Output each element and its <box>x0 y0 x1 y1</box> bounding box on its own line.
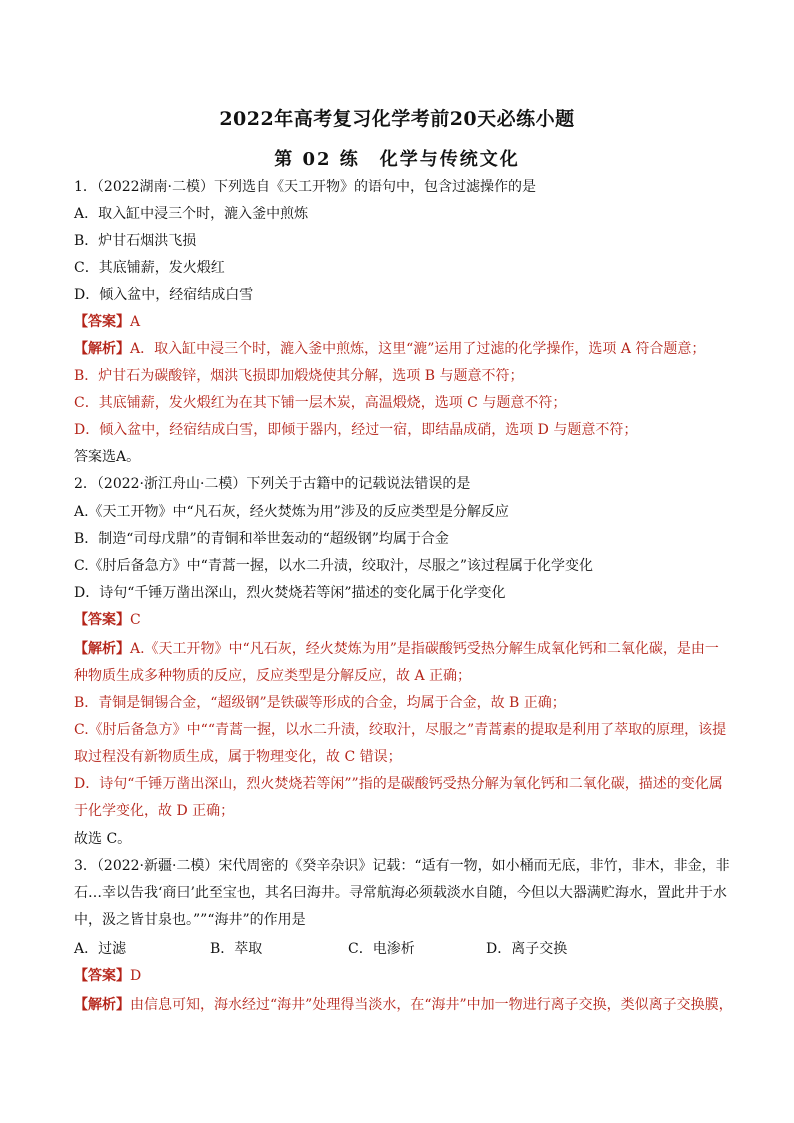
question-1-conclusion: 答案选A。 <box>74 449 141 465</box>
question-2-option-a: A.《天工开物》中“凡石灰，经火焚炼为用”涉及的反应类型是分解反应 <box>74 504 509 520</box>
page-title: 2022年高考复习化学考前20天必练小题 <box>219 108 575 130</box>
question-3-answer <box>74 967 141 985</box>
answer-tag: 【答案】 <box>74 612 130 628</box>
question-1-stem: 1．（2022湖南·二模）下列选自《天工开物》的语句中，包含过滤操作的是 <box>74 179 536 195</box>
question-1-analysis <box>74 340 705 358</box>
question-1-option-d: D．倾入盆中，经宿结成白雪 <box>74 287 254 303</box>
question-3-option-c: C．电渗析 <box>348 941 415 957</box>
question-1-option-b: B．炉甘石烟洪飞损 <box>74 233 197 249</box>
question-1-option-c: C．其底铺薪，发火煅红 <box>74 260 225 276</box>
question-2-analysis <box>74 640 719 658</box>
analysis-line: 由信息可知，海水经过“海井”处理得当淡水，在“海井”中加一物进行离子交换，类似离子交换膜， <box>130 997 733 1013</box>
analysis-line: D．倾入盆中，经宿结成白雪，即倾于器内，经过一宿，即结晶成硝，选项 D 与题意不符； <box>74 422 638 438</box>
question-2-option-c: C.《肘后备急方》中“青蒿一握，以水二升渍，绞取汁，尽服之”该过程属于化学变化 <box>74 558 593 574</box>
question-2-answer <box>74 611 141 629</box>
analysis-line: C.《肘后备急方》中““青蒿一握，以水二升渍，绞取汁，尽服之”青蒿素的提取是利用了萃取的原理，该提 <box>74 722 727 738</box>
analysis-line: A．取入缸中浸三个时，漉入釜中煎炼，这里“漉”运用了过滤的化学操作，选项 A 符合题意； <box>130 341 706 357</box>
answer-value: D <box>130 968 142 984</box>
question-3-stem: 石…幸以告我‘商曰’此至宝也，其名曰海井。寻常航海必须载淡水自随，今但以大器满贮海水，置此井于水 <box>74 885 727 901</box>
analysis-line: D．诗句“千锤万凿出深山，烈火焚烧若等闲””指的是碳酸钙受热分解为氧化钙和二氧化碳，描述的变化属 <box>74 776 723 792</box>
question-3-analysis <box>74 996 733 1014</box>
answer-value: C <box>130 612 141 628</box>
question-2-option-d: D．诗句“千锤万凿出深山，烈火焚烧若等闲”描述的变化属于化学变化 <box>74 585 506 601</box>
question-2-stem: 2．（2022·浙江舟山·二模）下列关于古籍中的记载说法错误的是 <box>74 476 471 492</box>
analysis-line: 取过程没有新物质生成，属于物理变化，故 C 错误； <box>74 749 402 765</box>
question-3-stem: 3．（2022·新疆·二模）宋代周密的《癸辛杂识》记载：“适有一物，如小桶而无底，非竹，非木，非金，非 <box>74 858 730 874</box>
analysis-line: B．青铜是铜锡合金，“超级钢”是铁碳等形成的合金，均属于合金，故 B 正确； <box>74 695 566 711</box>
question-2-option-b: B．制造“司母戊鼎”的青铜和举世轰动的“超级钢”均属于合金 <box>74 531 449 547</box>
answer-tag: 【答案】 <box>74 314 130 330</box>
question-1-option-a: A．取入缸中浸三个时，漉入釜中煎炼 <box>74 206 309 222</box>
question-1-answer <box>74 313 140 331</box>
answer-tag: 【答案】 <box>74 968 130 984</box>
analysis-tag: 【解析】 <box>74 997 130 1013</box>
question-3-options <box>74 940 567 958</box>
analysis-tag: 【解析】 <box>74 641 130 657</box>
analysis-line: 于化学变化，故 D 正确； <box>74 803 235 819</box>
question-3-option-d: D．离子交换 <box>486 941 568 957</box>
analysis-line: B．炉甘石为碳酸锌，烟洪飞损即加煅烧使其分解，选项 B 与题意不符； <box>74 368 524 384</box>
answer-value: A <box>130 314 141 330</box>
page-subtitle: 第 02 练 化学与传统文化 <box>274 149 520 170</box>
analysis-line: A.《天工开物》中“凡石灰，经火焚炼为用”是指碳酸钙受热分解生成氧化钙和二氧化碳，是由一 <box>130 641 719 657</box>
analysis-line: C．其底铺薪，发火煅红为在其下铺一层木炭，高温煅烧，选项 C 与题意不符； <box>74 395 567 411</box>
question-3-option-a: A．过滤 <box>74 941 127 957</box>
analysis-tag: 【解析】 <box>74 341 130 357</box>
question-3-option-b: B．萃取 <box>210 941 263 957</box>
question-2-conclusion: 故选 C。 <box>74 831 132 847</box>
question-3-stem: 中，汲之皆甘泉也。””“海井”的作用是 <box>74 912 306 928</box>
analysis-line: 种物质生成多种物质的反应，反应类型是分解反应，故 A 正确； <box>74 668 472 684</box>
